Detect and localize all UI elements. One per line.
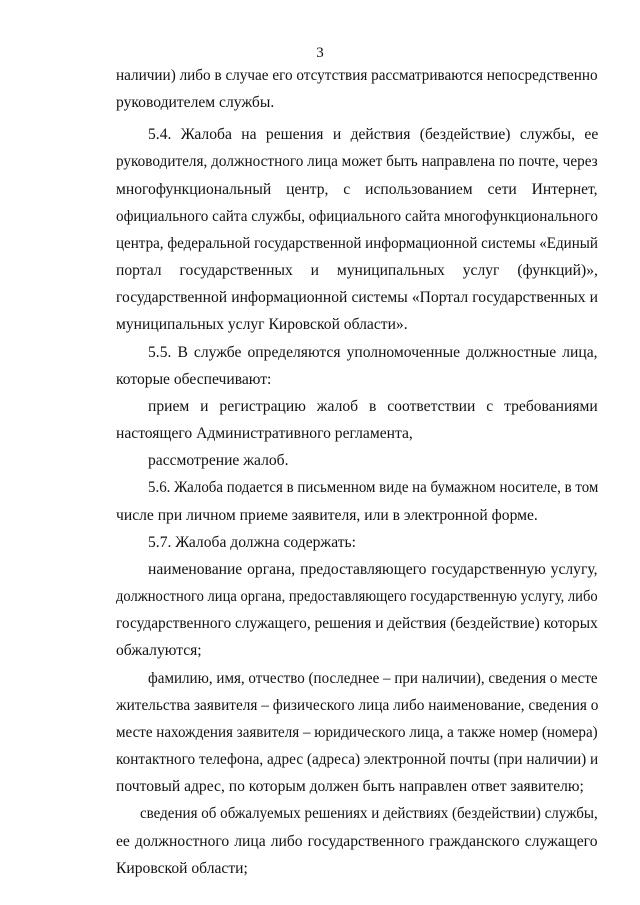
text-line: ее должностного лица либо государственного гражданского служащего xyxy=(116,833,598,850)
text-line: почтовый адрес, по которым должен быть направлен ответ заявителю; xyxy=(116,778,584,795)
text-line: настоящего Административного регламента, xyxy=(116,425,413,442)
text-line: наименование органа, предоставляющего государственную услугу, xyxy=(148,561,598,578)
text-line: жительства заявителя – физического лица либо наименование, сведения о xyxy=(116,697,599,714)
text-line: руководителя, должностного лица может быть направлена по почте, через xyxy=(116,153,598,170)
text-line: 5.5. В службе определяются уполномоченные должностные лица, xyxy=(148,344,598,361)
text-line: 5.6. Жалоба подается в письменном виде на бумажном носителе, в том xyxy=(148,479,599,496)
text-line: портал государственных и муниципальных услуг (функций)», xyxy=(116,262,598,279)
text-line: прием и регистрацию жалоб в соответствии с требованиями xyxy=(148,398,598,415)
text-line: обжалуются; xyxy=(116,642,202,659)
text-line: 5.4. Жалоба на решения и действия (бездействие) службы, ее xyxy=(148,126,599,143)
text-line: руководителем службы. xyxy=(116,94,275,111)
text-line: муниципальных услуг Кировской области». xyxy=(116,316,408,333)
text-line: фамилию, имя, отчество (последнее – при наличии), сведения о месте xyxy=(148,670,598,687)
text-line: рассмотрение жалоб. xyxy=(148,452,289,469)
text-line: многофункциональный центр, с использованием сети Интернет, xyxy=(116,181,598,198)
page-number: 3 xyxy=(316,45,324,61)
text-line: сведения об обжалуемых решениях и действиях (бездействии) службы, xyxy=(140,805,598,822)
text-line: должностного лица органа, предоставляющего государственную услугу, либо xyxy=(116,588,598,605)
text-line: Кировской области; xyxy=(116,860,248,877)
text-line: которые обеспечивают: xyxy=(116,371,272,388)
text-line: месте нахождения заявителя – юридического лица, а также номер (номера) xyxy=(116,724,598,741)
text-line: центра, федеральной государственной информационной системы «Единый xyxy=(116,235,598,252)
text-line: 5.7. Жалоба должна содержать: xyxy=(148,534,356,551)
text-line: числе при личном приеме заявителя, или в электронной форме. xyxy=(116,507,538,524)
text-line: контактного телефона, адрес (адреса) электронной почты (при наличии) и xyxy=(116,751,599,768)
text-line: государственной информационной системы «Портал государственных и xyxy=(116,289,598,306)
text-line: государственного служащего, решения и действия (бездействие) которых xyxy=(116,615,598,632)
text-line: наличии) либо в случае его отсутствия рассматриваются непосредственно xyxy=(116,67,598,84)
text-line: официального сайта службы, официального сайта многофункционального xyxy=(116,208,598,225)
